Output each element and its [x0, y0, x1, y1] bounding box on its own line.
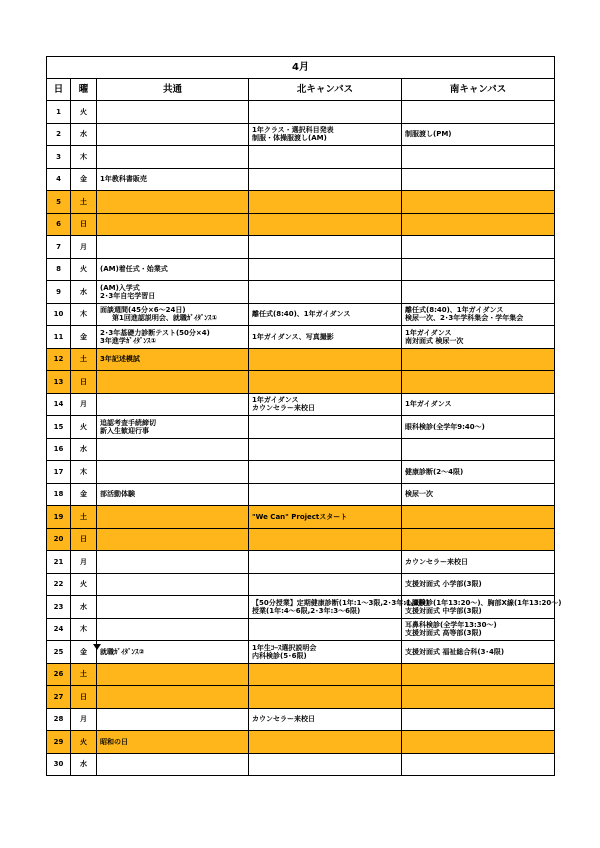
common-event-text: 面談週間(45分×6～24日) — [100, 306, 186, 315]
table-row — [47, 258, 555, 281]
south-cell — [402, 618, 555, 641]
day-of-week: 水 — [71, 438, 97, 461]
north-event-text: 離任式(8:40)、1年ガイダンス — [252, 310, 351, 319]
day-of-week: 木 — [71, 461, 97, 484]
north-cell — [249, 528, 402, 551]
south-event-text: 支援対面式 小学部(3限) — [405, 580, 482, 589]
day-number: 15 — [47, 416, 71, 439]
south-cell — [402, 753, 555, 776]
north-cell — [249, 371, 402, 394]
north-cell — [249, 641, 402, 664]
common-cell — [97, 596, 249, 619]
header-day: 日 — [47, 79, 71, 101]
common-cell — [97, 551, 249, 574]
south-cell — [402, 438, 555, 461]
common-cell — [97, 326, 249, 349]
north-cell — [249, 438, 402, 461]
table-row — [47, 348, 555, 371]
north-cell — [249, 326, 402, 349]
south-cell — [402, 506, 555, 529]
day-number: 3 — [47, 146, 71, 169]
north-cell — [249, 506, 402, 529]
table-row — [47, 303, 555, 326]
day-of-week: 日 — [71, 686, 97, 709]
north-cell — [249, 258, 402, 281]
table-row — [47, 506, 555, 529]
common-cell — [97, 708, 249, 731]
north-cell — [249, 191, 402, 214]
south-cell — [402, 416, 555, 439]
south-event-text: 制服渡し(PM) — [405, 130, 452, 139]
common-event-text: 第1回進認説明会、就職ｶﾞｲﾀﾞﾝｽ① — [112, 314, 218, 323]
common-cell — [97, 528, 249, 551]
north-event-text: 1年ガイダンス — [252, 396, 299, 405]
south-event-text: 支援対面式 中学部(3限) — [405, 606, 482, 615]
table-row — [47, 551, 555, 574]
south-cell — [402, 101, 555, 124]
common-cell — [97, 371, 249, 394]
day-of-week: 月 — [71, 551, 97, 574]
common-cell — [97, 506, 249, 529]
day-number: 18 — [47, 483, 71, 506]
south-cell — [402, 326, 555, 349]
table-row — [47, 596, 555, 619]
common-cell — [97, 258, 249, 281]
common-cell — [97, 168, 249, 191]
north-event-text: 1年ガイダンス、写真撮影 — [252, 332, 334, 341]
common-cell — [97, 663, 249, 686]
south-cell — [402, 663, 555, 686]
north-event-text: 1年生ｺｰｽ選択説明会 — [252, 643, 317, 652]
table-row — [47, 101, 555, 124]
day-of-week: 火 — [71, 101, 97, 124]
south-cell — [402, 528, 555, 551]
common-event-text: 3年進学ｶﾞｲﾀﾞﾝｽ① — [100, 336, 157, 345]
day-of-week: 金 — [71, 483, 97, 506]
common-event-text: 2･3年自宅学習日 — [100, 291, 156, 300]
common-event-text: (AM)入学式 — [100, 283, 140, 292]
common-cell — [97, 461, 249, 484]
header-common: 共通 — [97, 79, 249, 101]
south-cell — [402, 236, 555, 259]
north-cell — [249, 101, 402, 124]
south-event-text: 支援対面式 福祉総合科(3･4限) — [405, 647, 505, 656]
north-cell — [249, 483, 402, 506]
day-number: 13 — [47, 371, 71, 394]
common-cell — [97, 573, 249, 596]
day-number: 10 — [47, 303, 71, 326]
north-cell — [249, 663, 402, 686]
north-event-text: 授業(1年:4～6限,2･3年:3～6限) — [252, 606, 361, 615]
table-row — [47, 236, 555, 259]
north-cell — [249, 618, 402, 641]
day-of-week: 金 — [71, 641, 97, 664]
common-event-text: 1年教科書販売 — [100, 175, 147, 184]
north-event-text: "We Can" Projectスタート — [252, 512, 348, 521]
north-cell — [249, 686, 402, 709]
common-cell — [97, 753, 249, 776]
schedule-table — [46, 56, 562, 776]
south-cell — [402, 686, 555, 709]
table-row — [47, 483, 555, 506]
table-row — [47, 168, 555, 191]
north-cell — [249, 303, 402, 326]
north-cell — [249, 753, 402, 776]
day-of-week: 火 — [71, 731, 97, 754]
north-cell — [249, 551, 402, 574]
common-cell — [97, 213, 249, 236]
day-of-week: 土 — [71, 348, 97, 371]
south-cell — [402, 191, 555, 214]
north-cell — [249, 708, 402, 731]
day-number: 19 — [47, 506, 71, 529]
south-cell — [402, 168, 555, 191]
south-event-text: 眼科検診(全学年9:40～) — [405, 422, 485, 431]
day-of-week: 木 — [71, 303, 97, 326]
day-of-week: 水 — [71, 123, 97, 146]
header-south: 南キャンパス — [402, 79, 555, 101]
north-event-text: 【50分授業】定期健康診断(1年:1～3限,2･3年:1,2限) — [252, 598, 429, 607]
table-row — [47, 663, 555, 686]
day-of-week: 木 — [71, 146, 97, 169]
north-cell — [249, 123, 402, 146]
day-of-week: 水 — [71, 281, 97, 304]
table-row — [47, 528, 555, 551]
day-number: 25 — [47, 641, 71, 664]
day-number: 2 — [47, 123, 71, 146]
north-cell — [249, 393, 402, 416]
day-of-week: 金 — [71, 326, 97, 349]
table-row — [47, 618, 555, 641]
common-cell — [97, 236, 249, 259]
north-event-text: 内科検診(5･6限) — [252, 651, 307, 660]
common-cell — [97, 348, 249, 371]
north-cell — [249, 731, 402, 754]
north-cell — [249, 348, 402, 371]
day-of-week: 火 — [71, 258, 97, 281]
table-row — [47, 573, 555, 596]
table-row — [47, 123, 555, 146]
day-of-week: 水 — [71, 596, 97, 619]
table-row — [47, 393, 555, 416]
south-cell — [402, 551, 555, 574]
day-number: 20 — [47, 528, 71, 551]
day-of-week: 土 — [71, 506, 97, 529]
day-number: 26 — [47, 663, 71, 686]
day-of-week: 月 — [71, 708, 97, 731]
south-cell — [402, 393, 555, 416]
table-row — [47, 461, 555, 484]
south-event-text: 健康診断(2～4限) — [405, 467, 464, 476]
south-cell — [402, 348, 555, 371]
day-number: 11 — [47, 326, 71, 349]
period-arrow-line — [96, 322, 97, 645]
day-number: 14 — [47, 393, 71, 416]
day-number: 21 — [47, 551, 71, 574]
common-cell — [97, 416, 249, 439]
north-event-text: カウンセラー来校日 — [252, 404, 315, 413]
south-event-text: 離任式(8:40)、1年ガイダンス — [405, 306, 504, 315]
day-number: 8 — [47, 258, 71, 281]
table-row — [47, 191, 555, 214]
common-cell — [97, 101, 249, 124]
common-cell — [97, 123, 249, 146]
day-number: 6 — [47, 213, 71, 236]
common-event-text: 部活動体験 — [100, 490, 135, 499]
arrow-down-icon — [93, 644, 101, 650]
south-event-text: 1年ガイダンス — [405, 400, 452, 409]
common-event-text: 追認考査手続締切 — [100, 418, 156, 427]
day-number: 12 — [47, 348, 71, 371]
table-row — [47, 731, 555, 754]
common-cell — [97, 146, 249, 169]
day-number: 4 — [47, 168, 71, 191]
month-title: 4月 — [47, 57, 555, 79]
common-cell — [97, 281, 249, 304]
common-cell — [97, 438, 249, 461]
common-event-text: 昭和の日 — [100, 737, 128, 746]
south-event-text: 検尿一次、2･3年学科集会・学年集会 — [405, 314, 524, 323]
common-event-text: (AM)着任式・始業式 — [100, 265, 168, 274]
day-of-week: 金 — [71, 168, 97, 191]
header-dow: 曜 — [71, 79, 97, 101]
table-row — [47, 416, 555, 439]
north-cell — [249, 596, 429, 619]
south-cell — [402, 596, 562, 619]
south-cell — [402, 573, 555, 596]
table-row — [47, 438, 555, 461]
south-cell — [402, 303, 555, 326]
day-number: 16 — [47, 438, 71, 461]
south-cell — [402, 123, 555, 146]
day-number: 1 — [47, 101, 71, 124]
day-number: 17 — [47, 461, 71, 484]
day-number: 9 — [47, 281, 71, 304]
north-cell — [249, 573, 402, 596]
day-of-week: 日 — [71, 371, 97, 394]
day-of-week: 土 — [71, 663, 97, 686]
north-cell — [249, 168, 402, 191]
south-cell — [402, 641, 555, 664]
table-row — [47, 708, 555, 731]
south-cell — [402, 461, 555, 484]
day-of-week: 月 — [71, 236, 97, 259]
south-event-text: 心臓検診(1年13:20～)、胸部X線(1年13:20～) — [405, 598, 562, 607]
day-number: 23 — [47, 596, 71, 619]
header-north: 北キャンパス — [249, 79, 402, 101]
common-cell — [97, 641, 249, 664]
common-cell — [97, 303, 249, 326]
north-cell — [249, 213, 402, 236]
table-row — [47, 371, 555, 394]
south-cell — [402, 731, 555, 754]
south-event-text: 南対面式 検尿一次 — [405, 336, 464, 345]
north-cell — [249, 416, 402, 439]
north-cell — [249, 281, 402, 304]
common-cell — [97, 618, 249, 641]
day-number: 22 — [47, 573, 71, 596]
table-row — [47, 753, 555, 776]
south-cell — [402, 281, 555, 304]
day-number: 28 — [47, 708, 71, 731]
day-of-week: 火 — [71, 573, 97, 596]
common-event-text: 就職ｶﾞｲﾀﾞﾝｽ② — [100, 647, 145, 656]
common-event-text: 新入生歓迎行事 — [100, 426, 149, 435]
south-cell — [402, 708, 555, 731]
north-event-text: 制服・体操服渡し(AM) — [252, 134, 327, 143]
common-event-text: 3年記述模試 — [100, 355, 140, 364]
table-row — [47, 686, 555, 709]
table-row — [47, 213, 555, 236]
south-cell — [402, 213, 555, 236]
common-cell — [97, 483, 249, 506]
table-row — [47, 326, 555, 349]
common-cell — [97, 686, 249, 709]
south-event-text: 検尿一次 — [405, 490, 433, 499]
table-row — [47, 146, 555, 169]
south-cell — [402, 483, 555, 506]
north-cell — [249, 146, 402, 169]
day-of-week: 月 — [71, 393, 97, 416]
table-row — [47, 281, 555, 304]
south-cell — [402, 146, 555, 169]
day-number: 27 — [47, 686, 71, 709]
common-cell — [97, 731, 249, 754]
north-cell — [249, 236, 402, 259]
day-of-week: 土 — [71, 191, 97, 214]
day-number: 24 — [47, 618, 71, 641]
day-of-week: 水 — [71, 753, 97, 776]
day-of-week: 日 — [71, 213, 97, 236]
south-cell — [402, 371, 555, 394]
north-event-text: カウンセラー来校日 — [252, 715, 315, 724]
common-cell — [97, 191, 249, 214]
day-of-week: 火 — [71, 416, 97, 439]
day-of-week: 木 — [71, 618, 97, 641]
day-number: 29 — [47, 731, 71, 754]
day-of-week: 日 — [71, 528, 97, 551]
south-event-text: 支援対面式 高等部(3限) — [405, 629, 482, 638]
south-event-text: カウンセラー来校日 — [405, 557, 468, 566]
north-event-text: 1年クラス・選択科目発表 — [252, 126, 334, 135]
day-number: 30 — [47, 753, 71, 776]
day-number: 5 — [47, 191, 71, 214]
north-cell — [249, 461, 402, 484]
south-event-text: 1年ガイダンス — [405, 328, 452, 337]
common-event-text: 2･3年基礎力診断テスト(50分×4) — [100, 328, 210, 337]
common-cell — [97, 393, 249, 416]
table-row — [47, 641, 555, 664]
day-number: 7 — [47, 236, 71, 259]
south-event-text: 耳鼻科検診(全学年13:30～) — [405, 621, 497, 630]
south-cell — [402, 258, 555, 281]
